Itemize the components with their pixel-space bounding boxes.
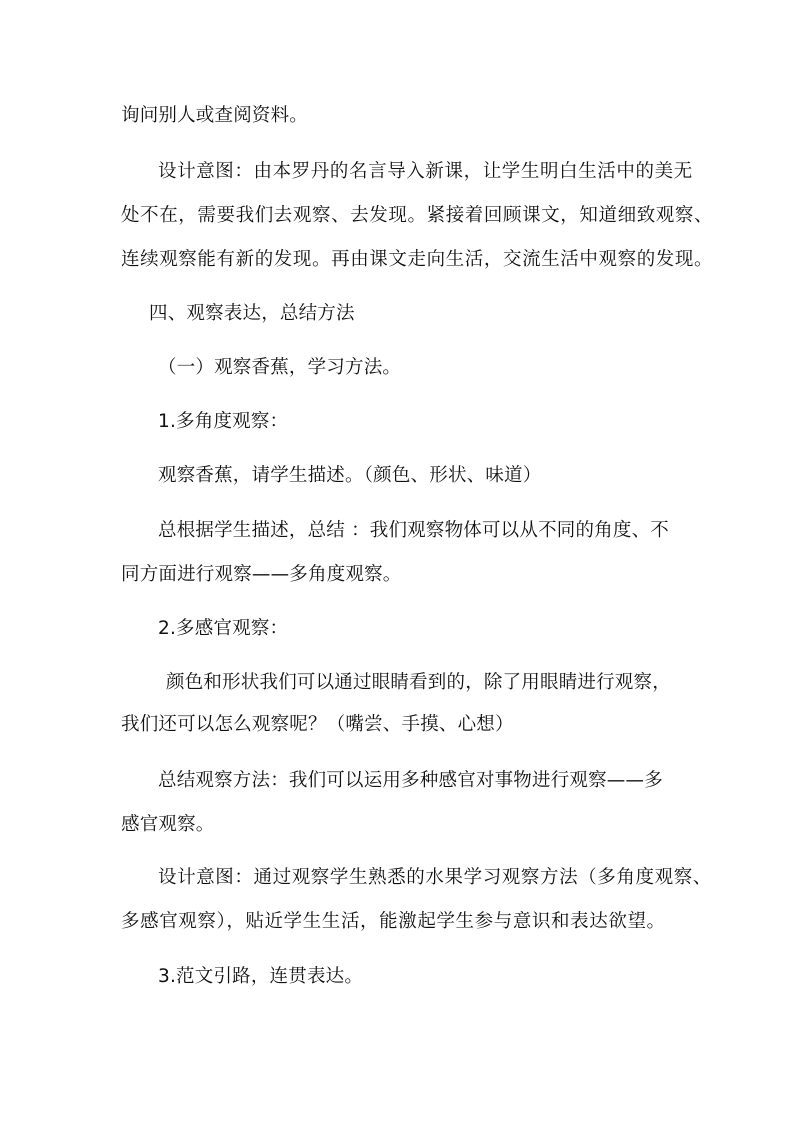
item-heading-2: 2.多感官观察： [158, 618, 289, 639]
item-heading-3: 3.范文引路，连贯表达。 [158, 966, 364, 987]
paragraph-line: 观察香蕉，请学生描述。（颜色、形状、味道） [158, 465, 542, 486]
paragraph-line: 同方面进行观察——多角度观察。 [121, 564, 402, 585]
design-intent-line-1: 设计意图：由本罗丹的名言导入新课，让学生明白生活中的美无 [158, 161, 693, 182]
design-intent-line-4: 设计意图：通过观察学生熟悉的水果学习观察方法（多角度观察、 [158, 867, 712, 888]
paragraph-line: 颜色和形状我们可以通过眼睛看到的，除了用眼睛进行观察， [166, 672, 671, 693]
design-intent-line-2: 处不在，需要我们去观察、去发现。紧接着回顾课文，知道细致观察、 [121, 205, 714, 226]
section-heading: 四、观察表达，总结方法 [149, 303, 355, 324]
paragraph-line: 总结观察方法：我们可以运用多种感官对事物进行观察——多 [158, 770, 663, 791]
subsection-heading: （一）观察香蕉，学习方法。 [158, 357, 402, 378]
design-intent-line-3: 连续观察能有新的发现。再由课文走向生活，交流生活中观察的发现。 [121, 249, 714, 270]
item-heading-1: 1.多角度观察： [158, 411, 289, 432]
paragraph-line: 我们还可以怎么观察呢？（嘴尝、手摸、心想） [121, 714, 514, 735]
text-line-continuation: 询问别人或查阅资料。 [121, 105, 309, 126]
design-intent-line-5: 多感官观察），贴近学生生活，能激起学生参与意识和表达欲望。 [121, 911, 666, 932]
paragraph-line: 总根据学生描述，总结 ：我们观察物体可以从不同的角度、不 [158, 520, 669, 541]
paragraph-line: 感官观察。 [121, 814, 215, 835]
